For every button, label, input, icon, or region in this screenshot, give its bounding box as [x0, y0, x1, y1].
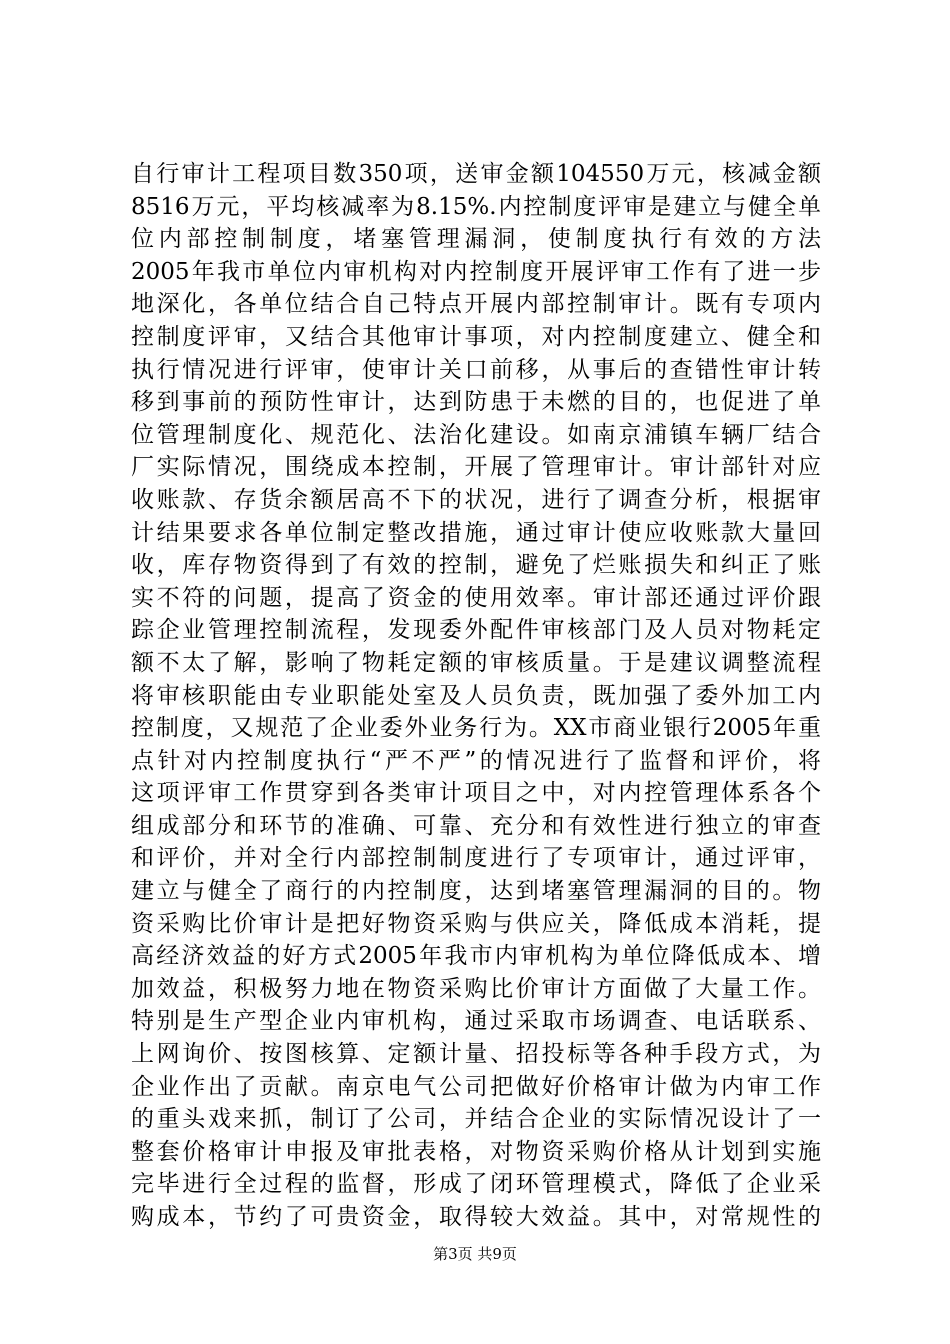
- text-line: 8516万元，平均核减率为8.15%.内控制度评审是建立与健全单: [131, 193, 821, 220]
- body-text: [131, 158, 821, 1234]
- text-line: 位内部控制制度，堵塞管理漏洞，使制度执行有效的方法: [131, 226, 821, 253]
- text-line: 高经济效益的好方式2005年我市内审机构为单位降低成本、增: [131, 943, 821, 970]
- text-line: 2005年我市单位内审机构对内控制度开展评审工作有了进一步: [131, 258, 821, 285]
- text-line: 的重头戏来抓，制订了公司，并结合企业的实际情况设计了一: [131, 1106, 821, 1133]
- text-line: 控制度，又规范了企业委外业务行为。XX市商业银行2005年重: [131, 715, 821, 742]
- text-line: 控制度评审，又结合其他审计事项，对内控制度建立、健全和: [131, 323, 821, 350]
- text-line: 移到事前的预防性审计，达到防患于未燃的目的，也促进了单: [131, 389, 821, 416]
- text-line: 购成本，节约了可贵资金，取得较大效益。其中，对常规性的: [131, 1204, 821, 1230]
- text-line: 这项评审工作贯穿到各类审计项目之中，对内控管理体系各个: [131, 780, 821, 807]
- text-line: 加效益，积极努力地在物资采购比价审计方面做了大量工作。: [131, 975, 821, 1002]
- text-line: 实不符的问题，提高了资金的使用效率。审计部还通过评价跟: [131, 584, 821, 611]
- text-line: 厂实际情况，围绕成本控制，开展了管理审计。审计部针对应: [131, 454, 821, 481]
- text-line: 自行审计工程项目数350项，送审金额104550万元，核减金额: [131, 161, 821, 187]
- text-line: 收账款、存货余额居高不下的状况，进行了调查分析，根据审: [131, 486, 821, 513]
- text-line: 额不太了解，影响了物耗定额的审核质量。于是建议调整流程: [131, 649, 821, 676]
- text-line: 和评价，并对全行内部控制制度进行了专项审计，通过评审，: [131, 845, 821, 872]
- text-line: 特别是生产型企业内审机构，通过采取市场调查、电话联系、: [131, 1008, 821, 1035]
- text-line: 地深化，各单位结合自己特点开展内部控制审计。既有专项内: [131, 291, 821, 318]
- text-line: 执行情况进行评审，使审计关口前移，从事后的查错性审计转: [131, 356, 821, 383]
- page-footer: 第3页 共9页: [433, 1245, 517, 1263]
- text-line: 位管理制度化、规范化、法治化建设。如南京浦镇车辆厂结合: [131, 421, 821, 448]
- text-line: 完毕进行全过程的监督，形成了闭环管理模式，降低了企业采: [131, 1171, 821, 1198]
- text-line: 组成部分和环节的准确、可靠、充分和有效性进行独立的审查: [131, 812, 821, 839]
- text-line: 踪企业管理控制流程，发现委外配件审核部门及人员对物耗定: [131, 617, 821, 644]
- text-line: 将审核职能由专业职能处室及人员负责，既加强了委外加工内: [131, 682, 821, 709]
- text-line: 建立与健全了商行的内控制度，达到堵塞管理漏洞的目的。物: [131, 878, 821, 905]
- text-line: 点针对内控制度执行“严不严”的情况进行了监督和评价，将: [131, 747, 821, 774]
- text-line: 资采购比价审计是把好物资采购与供应关，降低成本消耗，提: [131, 910, 821, 937]
- text-line: 企业作出了贡献。南京电气公司把做好价格审计做为内审工作: [131, 1073, 821, 1100]
- text-line: 计结果要求各单位制定整改措施，通过审计使应收账款大量回: [131, 519, 821, 546]
- text-line: 收，库存物资得到了有效的控制，避免了烂账损失和纠正了账: [131, 552, 821, 579]
- text-line: 整套价格审计申报及审批表格，对物资采购价格从计划到实施: [131, 1138, 821, 1165]
- text-line: 上网询价、按图核算、定额计量、招投标等各种手段方式，为: [131, 1041, 821, 1068]
